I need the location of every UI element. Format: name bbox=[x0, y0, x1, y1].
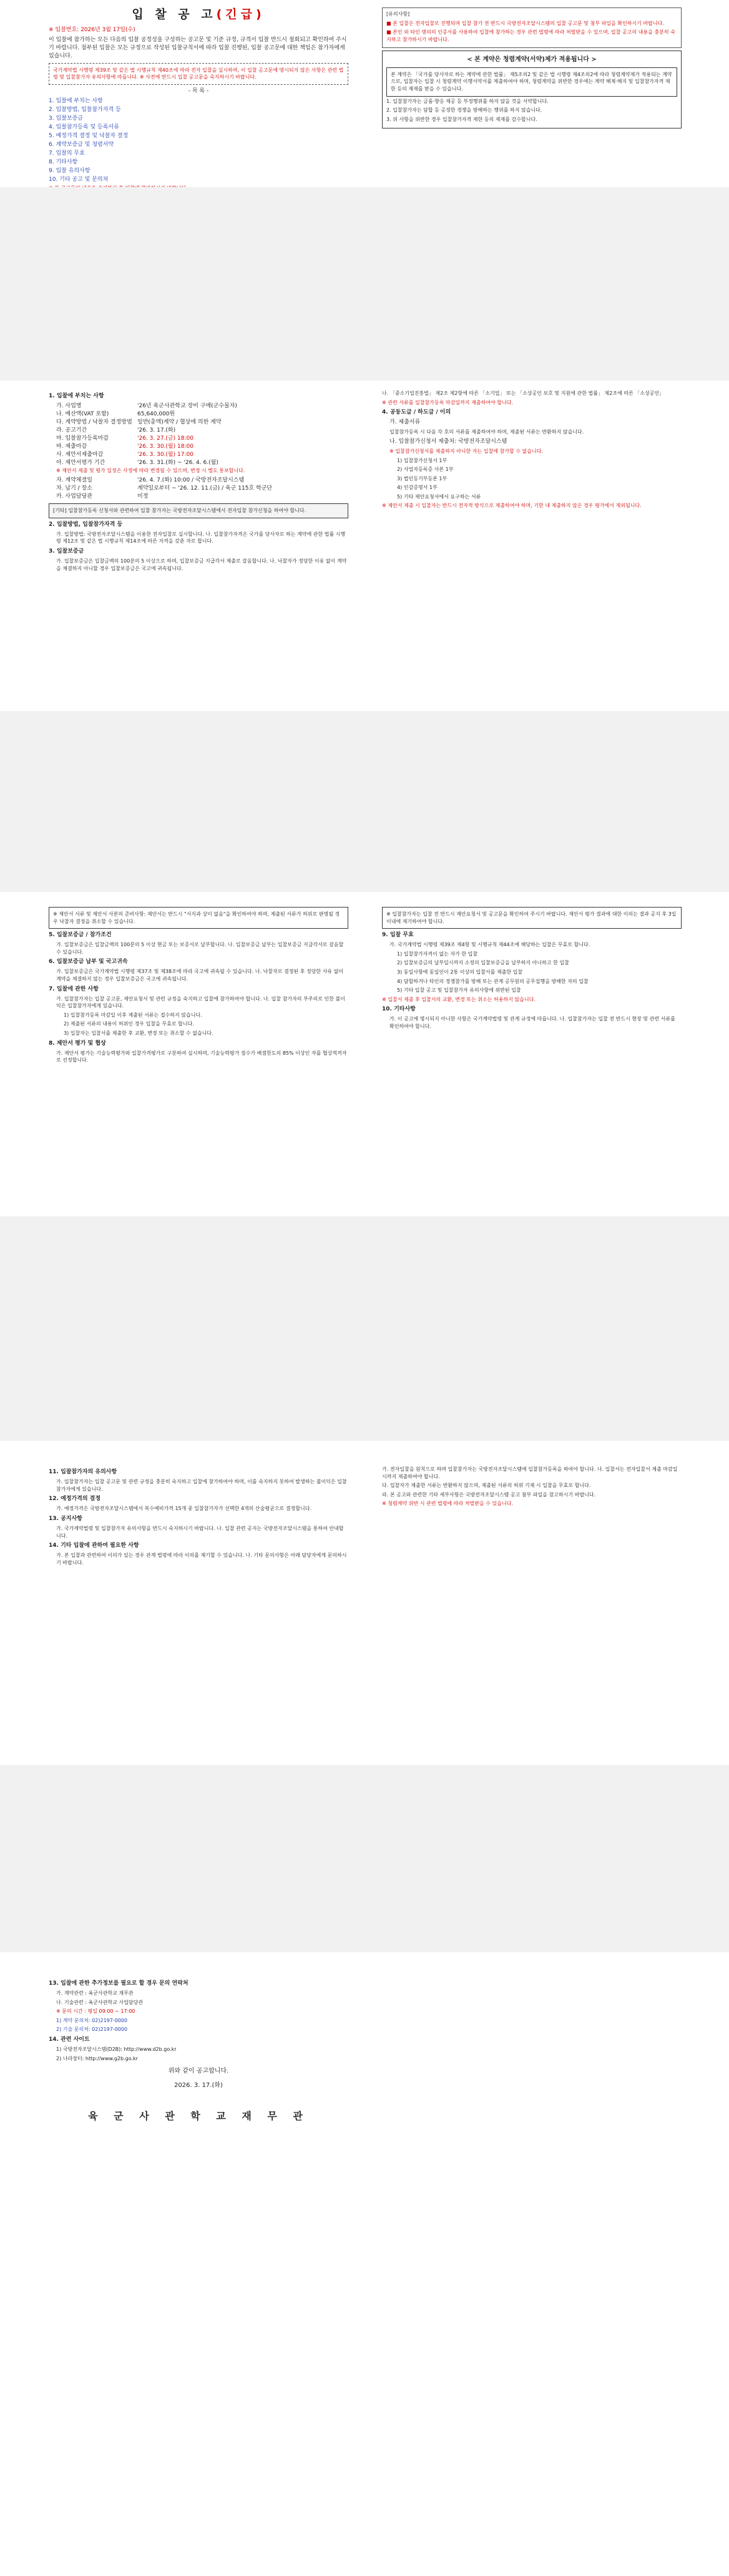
section12-text: 가. 예정가격은 국방전자조달시스템에서 복수예비가격 15개 중 입찰참가자가 선택한 4개의 산술평균으로 결정합니다. bbox=[56, 1506, 311, 1512]
section7-items bbox=[49, 1012, 348, 1037]
clean-item: 2. 입찰참가자는 담합 등 공정한 경쟁을 방해하는 행위를 하지 않습니다. bbox=[386, 107, 542, 114]
info-row: 카. 사업담당관 미정 bbox=[56, 493, 149, 500]
section-title: 9. 입찰 무효 bbox=[382, 932, 414, 939]
page-separator bbox=[0, 711, 729, 892]
caution-label: [유의사항] bbox=[386, 11, 410, 17]
clean-item: 1. 입찰참가자는 금품·향응 제공 등 부정행위를 하지 않을 것을 서약합니다. bbox=[386, 98, 549, 104]
subsection-title: 나. 입찰참가신청서 제출처: 국방전자조달시스템 bbox=[389, 438, 507, 445]
page3-right-column bbox=[382, 904, 682, 1032]
page-4 bbox=[0, 1441, 729, 1765]
section-title: 8. 제안서 평가 및 협상 bbox=[49, 1040, 106, 1047]
info-row: 가. 사업명 '26년 육군사관학교 장비 구매(군수물자) bbox=[56, 403, 237, 410]
section-title: 1. 입찰에 부치는 사항 bbox=[49, 393, 104, 399]
section5-text: 가. 입찰보증금은 입찰금액의 100분의 5 이상 현금 또는 보증서로 납부합니다. 나. 입찰보증금 납부는 입찰보증금 지급각서로 갈음할 수 있습니다. bbox=[56, 942, 344, 955]
site-links bbox=[49, 2046, 348, 2062]
toc-item[interactable]: 9. 입찰 유의사항 bbox=[49, 168, 91, 175]
section9-items bbox=[382, 951, 682, 994]
contact-phone: 1) 계약 문의처: 02)2197-0000 bbox=[56, 2017, 128, 2023]
list-item: 5) 기타 제안요청서에서 요구하는 서류 bbox=[397, 493, 481, 500]
section-title: 12. 예정가격의 결정 bbox=[49, 1496, 101, 1503]
toc-item[interactable]: 3. 입찰보증금 bbox=[49, 115, 83, 122]
section9-red-note: ※ 입찰서 제출 후 입찰서의 교환, 변경 또는 취소는 허용하지 않습니다. bbox=[382, 996, 536, 1002]
intro-text: 이 입찰에 참가하는 모든 다음의 입찰 공정성을 구성하는 공고문 및 기준 규정, 규격서 입찰 반드시 철회되고 확인하여 주시기 바랍니다. 첨부된 입찰은 모든 규정으로 작성된 입찰규칙서에 따라 입찰 진행된, 입찰 공고문에 대한 책임은 참가자에게 있습니다. bbox=[49, 36, 347, 59]
list-item: 2) 입찰보증금의 납부일시까지 소정의 입찰보증금을 납부하지 아니하고 한 입찰 bbox=[397, 960, 569, 966]
page2-right-column bbox=[382, 390, 682, 511]
list-item: 5) 기타 입찰 공고 및 입찰참가자 유의사항에 위반된 입찰 bbox=[397, 987, 521, 994]
section1-note: ※ 제안서 제출 및 평가 일정은 사정에 따라 변경될 수 있으며, 변경 시 별도 통보합니다. bbox=[56, 468, 245, 474]
right-text: 나. 「중소기업진흥법」 제2조 제2항에 따른 「소기업」 또는 「소상공인 보호 및 지원에 관한 법률」 제2조에 따른 「소상공인」 bbox=[382, 390, 665, 396]
info-row: 라. 공고기간 '26. 3. 17.(화) bbox=[56, 427, 176, 434]
toc-item[interactable]: 7. 입찰의 무효 bbox=[49, 150, 85, 157]
contact-line: ※ 문의 시간 : 평일 09:00 ~ 17:00 bbox=[56, 2008, 135, 2015]
page-separator bbox=[0, 1765, 729, 1952]
contact-line: 나. 기술관련 : 육군사관학교 사업담당관 bbox=[56, 1999, 144, 2005]
section8-text: 가. 제안서 평가는 기술능력평가와 입찰가격평가로 구분하여 실시하며, 기술능력평가 점수가 배점한도의 85% 이상인 자를 협상적격자로 선정합니다. bbox=[56, 1050, 347, 1063]
section2-text: 가. 입찰방법: 국방전자조달시스템을 이용한 전자입찰로 실시합니다. 나. 입찰참가자격은 국가를 당사자로 하는 계약에 관한 법률 시행령 제12조 및 같은 법 시행규칙 제14조에 따른 자격을 갖춘 자로 합니다. bbox=[56, 531, 346, 545]
proposal-notice-box: ※ 제안서 서류 및 제안서 사본의 준비사항: 제안서는 반드시 "서식과 상이 없음"을 확인하여야 하며, 제출된 서류가 허위로 판명될 경우 낙찰자 결정을 취소할 수 있습니다. bbox=[49, 907, 348, 929]
section-title: 11. 입찰참가자의 유의사항 bbox=[49, 1469, 117, 1475]
issuing-organization: 육 군 사 관 학 교 재 무 관 bbox=[88, 2110, 309, 2123]
clean-contract-title: < 본 계약은 청렴계약(서약)제가 적용됩니다 > bbox=[467, 56, 597, 64]
page-3 bbox=[0, 892, 729, 1216]
section-title: 13. 공지사항 bbox=[49, 1515, 82, 1522]
dashed-notice-box: 국가계약법 시행령 제39조 및 같은 법 시행규칙 제40조에 따라 전자 입찰을 실시하며, 이 입찰 공고문에 명시되지 않은 사항은 관련 법령 및 입찰참가자 유의사항에 따릅니다. ※ 사전에 반드시 입찰 공고문을 숙지하시기 바랍니다. bbox=[49, 63, 348, 85]
clean-contract-box bbox=[382, 51, 682, 128]
right-notice-box: ※ 입찰참가자는 입찰 전 반드시 제안요청서 및 공고문을 확인하여 주시기 바랍니다. 제안서 평가 결과에 대한 이의는 결과 공지 후 3일 이내에 제기하여야 합니다. bbox=[382, 907, 682, 929]
page4-right-column bbox=[382, 1466, 682, 1509]
section14-text: 가. 본 입찰과 관련하여 이의가 있는 경우 관계 법령에 따라 이의를 제기할 수 있습니다. 나. 기타 문의사항은 아래 담당자에게 문의하시기 바랍니다. bbox=[56, 1552, 347, 1566]
list-item: 4) 인감증명서 1부 bbox=[397, 485, 438, 491]
right-note: ※ 관련 서류를 입찰참가등록 마감일까지 제출하여야 합니다. bbox=[382, 399, 513, 405]
toc-item[interactable]: 10. 기타 공고 및 문의처 bbox=[49, 177, 109, 183]
section-title: 10. 기타사항 bbox=[382, 1006, 416, 1013]
site-link[interactable]: 2) 나라장터: http://www.g2b.go.kr bbox=[56, 2055, 138, 2061]
page4-left-column bbox=[49, 1466, 348, 1568]
right-paragraph: 라. 본 공고와 관련한 기타 세부사항은 국방전자조달시스템 공고 첨부 파일을 참고하시기 바랍니다. bbox=[382, 1491, 596, 1498]
list-item: 3) 법인등기부등본 1부 bbox=[397, 475, 448, 482]
info-row: 자. 계약체결일 '26. 4. 7.(화) 10:00 / 국방전자조달시스템 bbox=[56, 477, 245, 484]
section-title: 14. 관련 사이트 bbox=[49, 2036, 90, 2043]
section-title: 13. 입찰에 관한 추가정보를 필요로 할 경우 문의 연락처 bbox=[49, 1980, 188, 1987]
toc-item[interactable]: 5. 예정가격 결정 및 낙찰자 결정 bbox=[49, 133, 129, 140]
section1-table bbox=[49, 402, 348, 501]
page-title: 입 찰 공 고(긴급) bbox=[132, 7, 265, 21]
page2-left-column bbox=[49, 390, 348, 574]
page1-right-column bbox=[382, 6, 682, 131]
section-title: 3. 입찰보증금 bbox=[49, 548, 84, 554]
section4-items bbox=[382, 457, 682, 501]
section13-text: 가. 국가계약법령 및 입찰참가자 유의사항을 반드시 숙지하시기 바랍니다. 나. 입찰 관련 공지는 국방전자조달시스템을 통하여 안내합니다. bbox=[56, 1525, 344, 1539]
toc-item[interactable]: 4. 입찰참가등록 및 등록서류 bbox=[49, 124, 119, 131]
page5-left-column bbox=[49, 1977, 348, 2125]
caution-note: ■ 본 입찰은 전자입찰로 진행되며 입찰 참가 전 반드시 국방전자조달시스템의 입찰 공고문 및 첨부 파일을 확인하시기 바랍니다. bbox=[386, 20, 664, 26]
notice-date: 2026. 3. 17.(화) bbox=[174, 2081, 223, 2089]
page-2 bbox=[0, 380, 729, 711]
caution-note: ■ 본인 외 타인 명의의 인증서를 사용하여 입찰에 참가하는 경우 관련 법령에 따라 처벌받을 수 있으며, 입찰 공고의 내용을 충분히 숙지하고 참가하시기 바랍니다. bbox=[386, 29, 675, 42]
section-title: 7. 입찰에 관한 사항 bbox=[49, 985, 99, 992]
info-row: 나. 예산액(VAT 포함) 65,640,000원 bbox=[56, 411, 175, 418]
section3-text: 가. 입찰보증금은 입찰금액의 100분의 5 이상으로 하며, 입찰보증금 지급각서 제출로 갈음합니다. 나. 낙찰자가 정당한 이유 없이 계약을 체결하지 아니할 경우 입찰보증금은 국고에 귀속됩니다. bbox=[56, 558, 347, 571]
caution-box bbox=[382, 7, 682, 48]
gray-note-box: [기타] 입찰참가등록 신청서와 관련하여 입찰 참가자는 국방전자조달시스템에서 전자입찰 참가신청을 하여야 합니다. bbox=[49, 503, 348, 518]
section-title: 5. 입찰보증금 / 참가조건 bbox=[49, 932, 112, 939]
page-separator bbox=[0, 1216, 729, 1441]
info-row: 바. 제출마감 '26. 3. 30.(월) 18:00 bbox=[56, 443, 193, 450]
list-item: 1) 입찰참가자격이 없는 자가 한 입찰 bbox=[397, 951, 478, 957]
toc-divider: - 목 록 - bbox=[188, 87, 209, 94]
info-row: 차. 납기 / 장소 계약일로부터 ~ '26. 12. 11.(금) / 육군 115호 학군단 bbox=[56, 485, 273, 492]
info-row: 마. 입찰참가등록마감 '26. 3. 27.(금) 18:00 bbox=[56, 435, 193, 442]
section6-text: 가. 입찰보증금은 국가계약법 시행령 제37조 및 제38조에 따라 국고에 귀속될 수 있습니다. 나. 낙찰자로 결정된 후 정당한 사유 없이 계약을 체결하지 않는 경우 입찰보증금은 국고에 귀속됩니다. bbox=[56, 969, 344, 982]
page-5 bbox=[0, 1952, 729, 2576]
toc-item[interactable]: 2. 입찰방법, 입찰참가자격 등 bbox=[49, 107, 121, 114]
section7-text: 가. 입찰참가자는 입찰 공고문, 제안요청서 및 관련 규정을 숙지하고 입찰에 참가하여야 합니다. 나. 입찰 참가자의 부주의로 인한 불이익은 입찰참가자에게 있습니다. bbox=[56, 995, 345, 1009]
section4-red-note: ※ 제안서 제출 시 입찰자는 반드시 전자적 방식으로 제출하여야 하며, 기한 내 제출하지 않은 경우 평가에서 제외됩니다. bbox=[382, 503, 642, 509]
clean-contract-inner-box: 본 계약은 「국가를 당사자로 하는 계약에 관한 법률」 제5조의2 및 같은 법 시행령 제4조의2에 따라 청렴계약제가 적용되는 계약으로, 입찰자는 입찰 시 청렴계약 이행서약서를 제출하여야 하며, 청렴계약을 위반한 경우에는 계약 해제·해지 및 입찰참가자격 제한 등의 제재를 받을 수 있습니다. bbox=[386, 67, 677, 97]
section10-text: 가. 이 공고에 명시되지 아니한 사항은 국가계약법령 및 관계 규정에 따릅니다. 나. 입찰참가자는 입찰 전 반드시 현장 및 관련 서류를 확인하여야 합니다. bbox=[389, 1016, 675, 1030]
contact-phone: 2) 기술 문의처: 02)2197-0000 bbox=[56, 2026, 128, 2033]
closing-statement: 위와 같이 공고합니다. bbox=[168, 2068, 229, 2075]
section-title: 14. 기타 입찰에 관하여 필요한 사항 bbox=[49, 1542, 139, 1549]
page-separator bbox=[0, 187, 729, 380]
right-red-note: ※ 청렴계약 위반 시 관련 법령에 따라 처벌받을 수 있습니다. bbox=[382, 1501, 513, 1507]
list-item: 4) 담합하거나 타인의 경쟁참가를 방해 또는 관계 공무원의 공무집행을 방해한 자의 입찰 bbox=[397, 978, 589, 984]
right-paragraph: 다. 입찰자가 제출한 서류는 반환하지 않으며, 제출된 서류의 허위 기재 시 입찰을 무효로 합니다. bbox=[382, 1483, 591, 1489]
section11-text: 가. 입찰참가자는 입찰 공고문 및 관련 규정을 충분히 숙지하고 입찰에 참가하여야 하며, 이를 숙지하지 못하여 발생하는 불이익은 입찰참가자에게 있습니다. bbox=[56, 1479, 347, 1492]
section-title: 2. 입찰방법, 입찰참가자격 등 bbox=[49, 521, 123, 528]
section4-text: 입찰참가등록 시 다음 각 호의 서류를 제출하여야 하며, 제출된 서류는 반환하지 않습니다. bbox=[389, 429, 584, 435]
subsection-title: 가. 제출서류 bbox=[389, 419, 421, 426]
section-title: 4. 공동도급 / 하도급 / 이의 bbox=[382, 409, 451, 416]
list-item: 3) 동일사항에 동일인이 2통 이상의 입찰서를 제출한 입찰 bbox=[397, 969, 523, 976]
list-item: 2) 사업자등록증 사본 1부 bbox=[397, 467, 454, 473]
section9-text: 가. 국가계약법 시행령 제39조 제4항 및 시행규칙 제44조에 해당하는 입찰은 무효로 합니다. bbox=[389, 942, 590, 948]
page3-left-column bbox=[49, 904, 348, 1066]
list-item: 1) 입찰참가신청서 1부 bbox=[397, 457, 448, 463]
contact-info bbox=[49, 1990, 348, 2033]
clean-item: 3. 위 사항을 위반한 경우 입찰참가자격 제한 등의 제재를 감수합니다. bbox=[386, 116, 537, 122]
section-title: 6. 입찰보증금 납부 및 국고귀속 bbox=[49, 959, 128, 966]
list-item: 1) 입찰참가등록 마감일 이후 제출된 서류는 접수하지 않습니다. bbox=[64, 1012, 202, 1018]
toc-item[interactable]: 8. 기타사항 bbox=[49, 159, 78, 166]
section4-warning: ※ 입찰참가신청서를 제출하지 아니한 자는 입찰에 참가할 수 없습니다. bbox=[389, 448, 543, 454]
notice-number: ※ 입찰번호: 2026년 3월 17일(수) bbox=[49, 26, 135, 33]
right-paragraph: 가. 전자입찰을 원칙으로 하며 입찰참가자는 국방전자조달시스템에 입찰참가등록을 하여야 합니다. 나. 입찰서는 전자입찰서 제출 마감일시까지 제출하여야 합니다. bbox=[382, 1466, 678, 1479]
page-1 bbox=[0, 0, 729, 187]
list-item: 2) 제출된 서류의 내용이 허위인 경우 입찰을 무효로 합니다. bbox=[64, 1021, 194, 1027]
site-link[interactable]: 1) 국방전자조달시스템(D2B): http://www.d2b.go.kr bbox=[56, 2046, 177, 2053]
info-row: 아. 제안서평가 기간 '26. 3. 31.(화) ~ '26. 4. 6.(월) bbox=[56, 460, 218, 467]
list-item: 3) 입찰자는 입찰서를 제출한 후 교환, 변경 또는 취소할 수 없습니다. bbox=[64, 1030, 213, 1037]
toc-item[interactable]: 1. 입찰에 부치는 사항 bbox=[49, 97, 103, 104]
info-row: 사. 제안서제출마감 '26. 3. 30.(월) 17:00 bbox=[56, 452, 193, 458]
toc-item[interactable]: 6. 계약보증금 및 청렴서약 bbox=[49, 142, 114, 148]
info-row: 다. 계약방법 / 낙찰자 결정방법 일반(총액)계약 / 협상에 의한 계약 bbox=[56, 419, 222, 426]
contact-line: 가. 계약관련 : 육군사관학교 재무관 bbox=[56, 1990, 134, 1997]
table-of-contents bbox=[49, 97, 348, 184]
